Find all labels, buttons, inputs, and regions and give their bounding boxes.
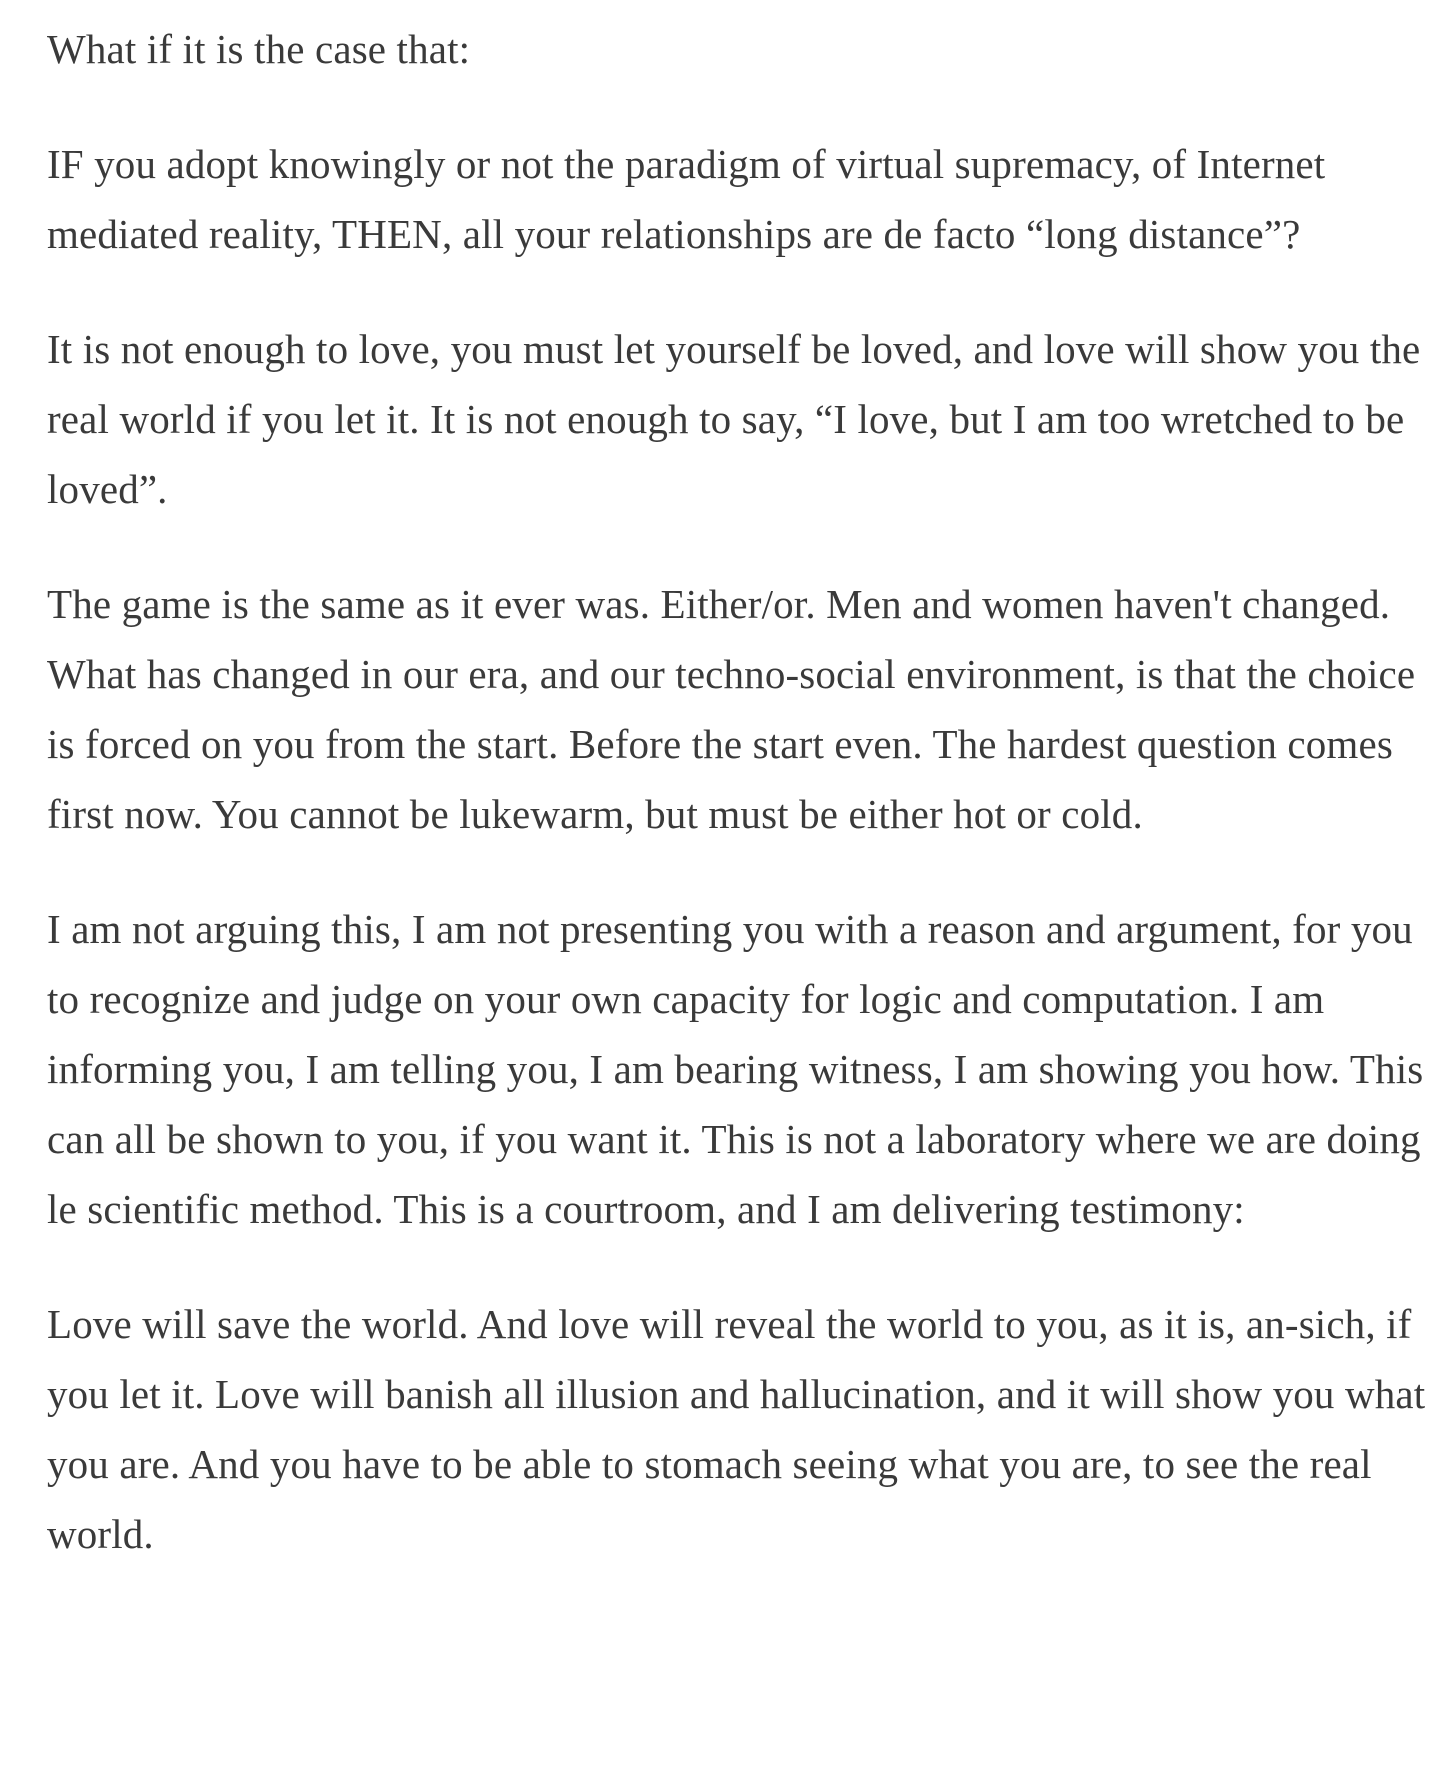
paragraph-testimony: I am not arguing this, I am not presenting you with a reason and argument, for you to recognize and judge on your own capacity for logic and computation. I am informing you, I am telling you, I am bearing witness, I am showing you how. This can all be shown to you, if you want it. This is not a laboratory where we are doing le scientific method. This is a courtroom, and I am delivering testimony: xyxy=(47,906,1424,1232)
paragraph-either-or: The game is the same as it ever was. Either/or. Men and women haven't changed. What has changed in our era, and our techno-social environment, is that the choice is forced on you from the start. Before the start even. The hardest question comes first now. You cannot be lukewarm, but must be either hot or cold. xyxy=(47,581,1416,837)
paragraph-let-yourself-be-loved: It is not enough to love, you must let yourself be loved, and love will show you the real world if you let it. It is not enough to say, “I love, but I am too wretched to be loved”. xyxy=(47,326,1421,512)
paragraph-long-distance: IF you adopt knowingly or not the paradigm of virtual supremacy, of Internet mediated reality, THEN, all your relationships are de facto “long distance”? xyxy=(47,141,1326,257)
paragraph-love-saves-world: Love will save the world. And love will reveal the world to you, as it is, an-sich, if you let it. Love will banish all illusion and hallucination, and it will show you what you are. And you have to be able to stomach seeing what you are, to see the real world. xyxy=(47,1301,1426,1557)
article-body xyxy=(47,14,1427,1614)
paragraph-intro: What if it is the case that: xyxy=(47,26,471,72)
